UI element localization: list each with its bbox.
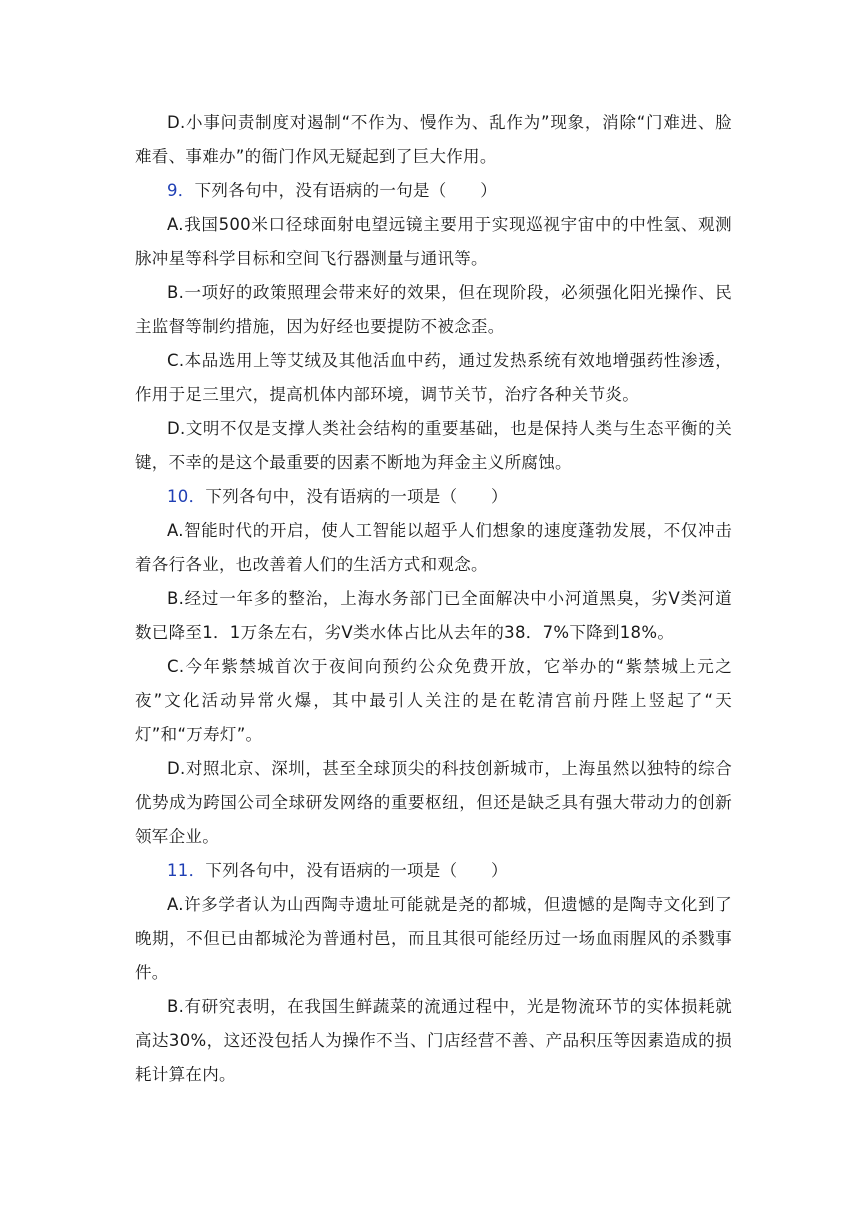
document-body <box>135 0 732 1092</box>
option-8-d: D.小事问责制度对遏制“不作为、慢作为、乱作为”现象，消除“门难进、脸难看、事难办”的衙门作风无疑起到了巨大作用。 <box>135 113 732 166</box>
question-9-option-d: D.文明不仅是支撑人类社会结构的重要基础，也是保持人类与生态平衡的关键，不幸的是这个最重要的因素不断地为拜金主义所腐蚀。 <box>135 419 732 472</box>
question-10-number: 10． <box>167 487 206 506</box>
question-11-number: 11． <box>167 861 206 880</box>
question-9-stem <box>135 174 732 208</box>
question-10-option-a: A.智能时代的开启，使人工智能以超乎人们想象的速度蓬勃发展，不仅冲击着各行各业，也改善着人们的生活方式和观念。 <box>135 521 732 574</box>
question-11-option-b: B.有研究表明，在我国生鲜蔬菜的流通过程中，光是物流环节的实体损耗就高达30%，这还没包括人为操作不当、门店经营不善、产品积压等因素造成的损耗计算在内。 <box>135 997 732 1084</box>
question-11-text: 下列各句中，没有语病的一项是（ ） <box>205 861 508 880</box>
question-9-number: 9． <box>167 181 195 200</box>
question-11-option-a: A.许多学者认为山西陶寺遗址可能就是尧的都城，但遗憾的是陶寺文化到了晚期，不但已由都城沦为普通村邑，而且其很可能经历过一场血雨腥风的杀戮事件。 <box>135 895 732 982</box>
question-10-option-c: C.今年紫禁城首次于夜间向预约公众免费开放，它举办的“紫禁城上元之夜”文化活动异常火爆，其中最引人关注的是在乾清宫前丹陛上竖起了“天灯”和“万寿灯”。 <box>135 657 732 744</box>
question-10-option-b: B.经过一年多的整治，上海水务部门已全面解决中小河道黑臭，劣Ⅴ类河道数已降至1．1万条左右，劣Ⅴ类水体占比从去年的38．7%下降到18%。 <box>135 589 732 642</box>
question-9-option-c: C.本品选用上等艾绒及其他活血中药，通过发热系统有效地增强药性渗透，作用于足三里穴，提高机体内部环境，调节关节，治疗各种关节炎。 <box>135 351 732 404</box>
question-10-text: 下列各句中，没有语病的一项是（ ） <box>205 487 508 506</box>
question-10-stem <box>135 480 732 514</box>
question-9-option-a: A.我国500米口径球面射电望远镜主要用于实现巡视宇宙中的中性氢、观测脉冲星等科学目标和空间飞行器测量与通讯等。 <box>135 215 732 268</box>
question-9-option-b: B.一项好的政策照理会带来好的效果，但在现阶段，必须强化阳光操作、民主监督等制约措施，因为好经也要提防不被念歪。 <box>135 283 732 336</box>
question-9-text: 下列各句中，没有语病的一句是（ ） <box>194 181 498 200</box>
question-10-option-d: D.对照北京、深圳，甚至全球顶尖的科技创新城市，上海虽然以独特的综合优势成为跨国公司全球研发网络的重要枢纽，但还是缺乏具有强大带动力的创新领军企业。 <box>135 759 732 846</box>
question-11-stem <box>135 854 732 888</box>
